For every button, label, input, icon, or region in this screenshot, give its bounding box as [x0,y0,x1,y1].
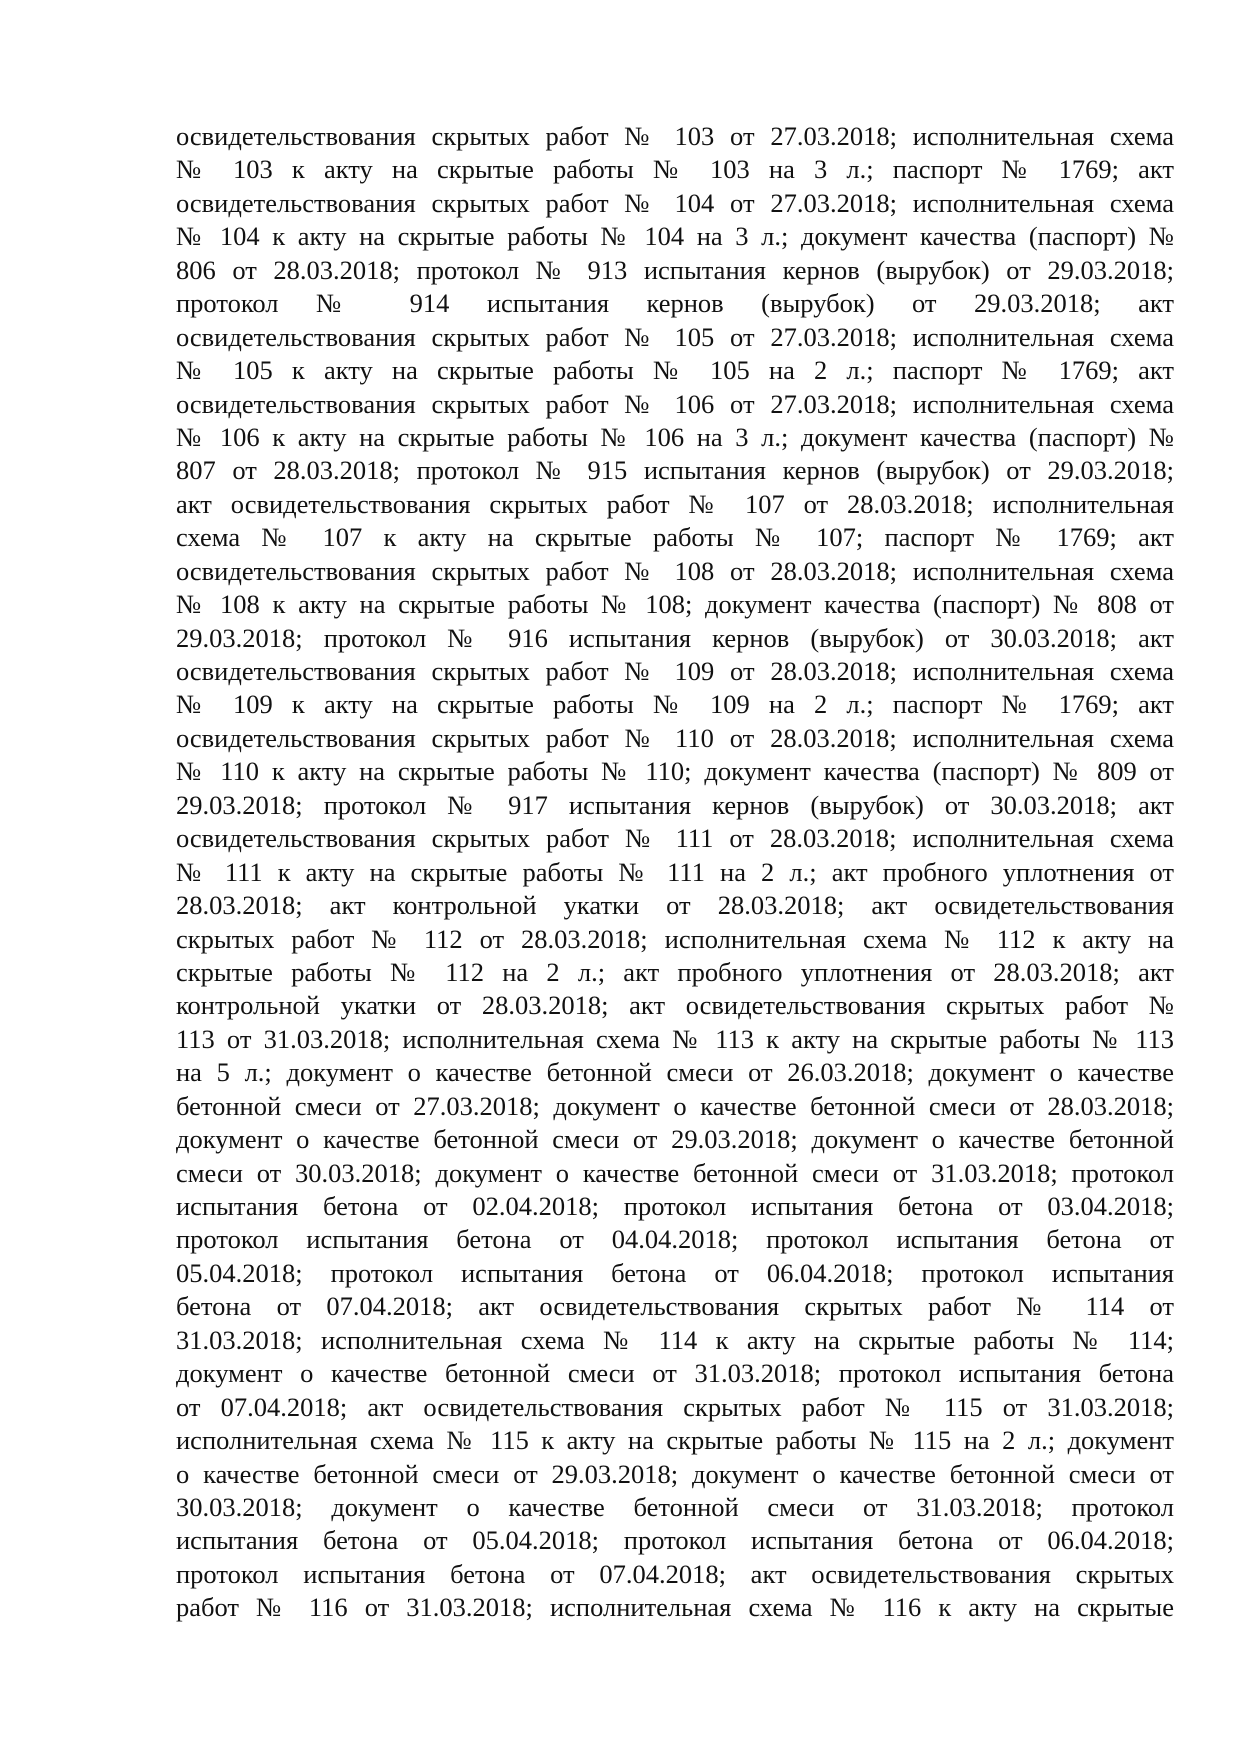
text-line: 807 от 28.03.2018; протокол № 915 испытания кернов (вырубок) от 29.03.2018; [176,455,1174,486]
text-line: № 109 к акту на скрытые работы № 109 на 2 л.; паспорт № 1769; акт [176,689,1174,720]
text-line: освидетельствования скрытых работ № 109 от 28.03.2018; исполнительная схема [176,656,1174,686]
text-line: 113 от 31.03.2018; исполнительная схема № 113 к акту на скрытые работы № 113 [176,1023,1174,1054]
text-line: освидетельствования скрытых работ № 104 от 27.03.2018; исполнительная схема [176,187,1174,218]
text-line: скрытые работы № 112 на 2 л.; акт пробного уплотнения от 28.03.2018; акт [176,956,1174,987]
text-line: № 108 к акту на скрытые работы № 108; документ качества (паспорт) № 808 от [176,589,1174,620]
text-line: № 111 к акту на скрытые работы № 111 на 2 л.; акт пробного уплотнения от [176,856,1174,887]
text-line: № 105 к акту на скрытые работы № 105 на 2 л.; паспорт № 1769; акт [176,355,1174,386]
text-line: контрольной укатки от 28.03.2018; акт освидетельствования скрытых работ № [176,990,1174,1021]
text-line: 05.04.2018; протокол испытания бетона от 06.04.2018; протокол испытания [176,1257,1174,1288]
text-line: испытания бетона от 05.04.2018; протокол испытания бетона от 06.04.2018; [176,1525,1174,1556]
body-text [176,120,1174,1625]
text-line: испытания бетона от 02.04.2018; протокол испытания бетона от 03.04.2018; [176,1191,1174,1221]
text-line: № 103 к акту на скрытые работы № 103 на 3 л.; паспорт № 1769; акт [176,154,1174,185]
text-line: смеси от 30.03.2018; документ о качестве бетонной смеси от 31.03.2018; протокол [176,1157,1174,1188]
text-line: 31.03.2018; исполнительная схема № 114 к акту на скрытые работы № 114; [176,1324,1174,1355]
text-line: протокол № 914 испытания кернов (вырубок) от 29.03.2018; акт [176,288,1174,319]
text-line: № 110 к акту на скрытые работы № 110; документ качества (паспорт) № 809 от [176,756,1174,787]
text-line: 806 от 28.03.2018; протокол № 913 испытания кернов (вырубок) от 29.03.2018; [176,254,1174,285]
text-line: освидетельствования скрытых работ № 106 от 27.03.2018; исполнительная схема [176,388,1174,419]
text-line: № 106 к акту на скрытые работы № 106 на 3 л.; документ качества (паспорт) № [176,421,1174,452]
text-line: освидетельствования скрытых работ № 103 от 27.03.2018; исполнительная схема [176,121,1174,151]
text-line: на 5 л.; документ о качестве бетонной смеси от 26.03.2018; документ о качестве [176,1057,1174,1088]
text-line: освидетельствования скрытых работ № 110 от 28.03.2018; исполнительная схема [176,722,1174,753]
text-line: работ № 116 от 31.03.2018; исполнительная схема № 116 к акту на скрытые [176,1592,1174,1623]
text-line: скрытых работ № 112 от 28.03.2018; исполнительная схема № 112 к акту на [176,923,1174,954]
text-line: о качестве бетонной смеси от 29.03.2018; документ о качестве бетонной смеси от [176,1458,1174,1489]
text-line: 28.03.2018; акт контрольной укатки от 28.03.2018; акт освидетельствования [176,890,1174,921]
text-line: № 104 к акту на скрытые работы № 104 на 3 л.; документ качества (паспорт) № [176,221,1174,252]
text-line: 29.03.2018; протокол № 917 испытания кернов (вырубок) от 30.03.2018; акт [176,789,1174,820]
text-line: бетонной смеси от 27.03.2018; документ о качестве бетонной смеси от 28.03.2018; [176,1090,1174,1121]
text-line: 30.03.2018; документ о качестве бетонной смеси от 31.03.2018; протокол [176,1491,1174,1522]
text-line: освидетельствования скрытых работ № 111 от 28.03.2018; исполнительная схема [176,823,1174,854]
text-line: 29.03.2018; протокол № 916 испытания кернов (вырубок) от 30.03.2018; акт [176,622,1174,653]
text-line: исполнительная схема № 115 к акту на скрытые работы № 115 на 2 л.; документ [176,1425,1174,1456]
text-line: освидетельствования скрытых работ № 105 от 27.03.2018; исполнительная схема [176,321,1174,352]
text-line: освидетельствования скрытых работ № 108 от 28.03.2018; исполнительная схема [176,555,1174,586]
text-line: акт освидетельствования скрытых работ № 107 от 28.03.2018; исполнительная [176,488,1174,519]
text-line: протокол испытания бетона от 07.04.2018; акт освидетельствования скрытых [176,1558,1174,1589]
text-line: документ о качестве бетонной смеси от 31.03.2018; протокол испытания бетона [176,1358,1174,1389]
text-line: бетона от 07.04.2018; акт освидетельствования скрытых работ № 114 от [176,1291,1174,1322]
text-line: документ о качестве бетонной смеси от 29.03.2018; документ о качестве бетонной [176,1124,1174,1155]
text-line: схема № 107 к акту на скрытые работы № 107; паспорт № 1769; акт [176,522,1174,553]
text-line: протокол испытания бетона от 04.04.2018; протокол испытания бетона от [176,1224,1174,1255]
text-line: от 07.04.2018; акт освидетельствования скрытых работ № 115 от 31.03.2018; [176,1391,1174,1422]
